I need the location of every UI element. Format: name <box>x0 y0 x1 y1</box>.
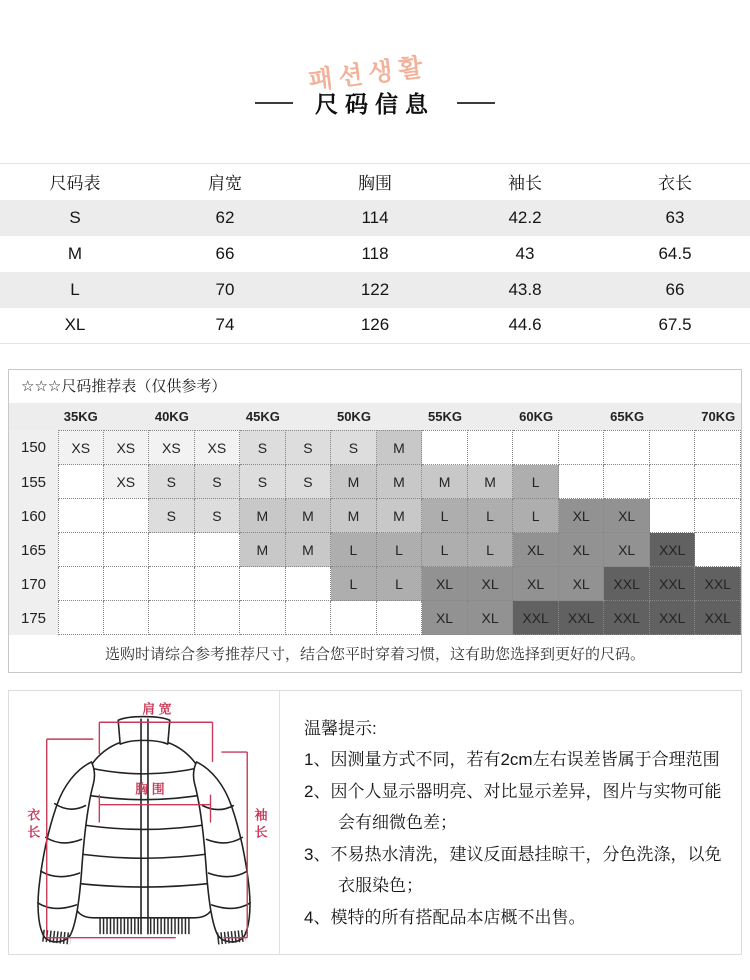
size-table-cell: L <box>70 279 80 299</box>
height-row-label: 150 <box>9 430 58 465</box>
recommend-size-cell: S <box>149 499 195 533</box>
size-table-cell: 67.5 <box>658 315 692 335</box>
size-table-column-header: 衣长 <box>658 174 692 194</box>
size-table-column-header: 胸围 <box>358 174 392 194</box>
recommend-size-cell: M <box>240 499 286 533</box>
recommend-size-cell: XL <box>604 499 650 533</box>
recommend-empty-cell <box>695 533 741 567</box>
recommend-empty-cell <box>377 601 423 635</box>
recommend-empty-cell <box>650 430 696 465</box>
recommend-size-cell: M <box>422 465 468 499</box>
title-row <box>0 86 750 119</box>
recommend-size-cell: M <box>377 499 423 533</box>
recommend-empty-cell <box>149 601 195 635</box>
height-row-label: 155 <box>9 465 58 499</box>
recommend-empty-cell <box>695 499 741 533</box>
recommend-size-cell: XL <box>468 567 514 601</box>
tips-heading: 温馨提示: <box>304 719 377 738</box>
size-table-cell: 122 <box>360 279 390 299</box>
recommend-size-cell: M <box>286 499 332 533</box>
size-table-row <box>0 308 750 344</box>
size-table-cell: S <box>69 207 81 227</box>
size-table-cell: 43.8 <box>508 279 542 299</box>
recommend-empty-cell <box>513 430 559 465</box>
page-title: 尺码信息 <box>315 91 435 117</box>
recommend-size-cell: S <box>240 430 286 465</box>
recommend-size-cell: L <box>468 533 514 567</box>
recommend-empty-cell <box>650 465 696 499</box>
tips-item: 1、因测量方式不同，若有2cm左右误差皆属于合理范围 <box>304 750 720 770</box>
recommend-size-cell: XS <box>58 430 104 465</box>
size-table-row <box>0 272 750 308</box>
size-table-cell: 66 <box>215 243 235 263</box>
weight-header-spacer <box>650 403 696 430</box>
recommend-size-cell: S <box>286 430 332 465</box>
measurement-diagram-panel <box>9 691 280 954</box>
recommend-empty-cell <box>650 499 696 533</box>
weight-header-label: 35KG <box>58 403 104 430</box>
size-table-cell: 42.2 <box>508 207 542 227</box>
title-right-dash <box>457 102 495 104</box>
recommend-size-cell: M <box>331 499 377 533</box>
jacket-measurement-diagram <box>10 692 278 953</box>
recommend-empty-cell <box>240 567 286 601</box>
recommend-size-cell: XL <box>422 601 468 635</box>
recommend-size-cell: XS <box>149 430 195 465</box>
recommend-size-cell: L <box>422 499 468 533</box>
recommend-size-cell: XL <box>559 499 605 533</box>
weight-header-spacer <box>559 403 605 430</box>
shoulder-width-label: 肩 宽 <box>142 701 172 717</box>
tips-item: 2、因个人显示器明亮、对比显示差异，图片与实物可能会有细微色差； <box>304 781 722 833</box>
recommend-size-cell: S <box>195 499 241 533</box>
recommend-size-cell: XS <box>195 430 241 465</box>
size-table-cell: M <box>67 243 83 263</box>
recommend-empty-cell <box>149 533 195 567</box>
size-table-cell: 44.6 <box>508 315 542 335</box>
size-table-column-header: 肩宽 <box>208 174 242 194</box>
height-row-label: 170 <box>9 567 58 601</box>
recommend-size-cell: L <box>513 465 559 499</box>
size-table-cell: 114 <box>361 207 389 227</box>
recommend-empty-cell <box>58 499 104 533</box>
recommend-size-cell: M <box>331 465 377 499</box>
recommend-size-cell: XXL <box>695 567 741 601</box>
recommend-size-cell: XXL <box>604 601 650 635</box>
recommend-size-cell: XXL <box>604 567 650 601</box>
recommend-size-cell: XL <box>559 567 605 601</box>
size-table-cell: 62 <box>215 207 235 227</box>
recommend-size-cell: M <box>377 465 423 499</box>
recommend-size-cell: XL <box>468 601 514 635</box>
tips-item: 4、模特的所有搭配品本店概不出售。 <box>304 907 586 927</box>
recommend-empty-cell <box>195 533 241 567</box>
size-table-body <box>0 200 750 344</box>
size-table-cell: 66 <box>665 279 685 299</box>
size-table-header <box>0 164 750 200</box>
tips-panel <box>280 691 741 954</box>
recommend-size-cell: XL <box>604 533 650 567</box>
length-label-char1: 衣 <box>27 807 41 823</box>
recommend-empty-cell <box>58 567 104 601</box>
recommend-size-cell: XXL <box>513 601 559 635</box>
recommend-empty-cell <box>195 601 241 635</box>
recommend-empty-cell <box>104 533 150 567</box>
recommend-size-cell: L <box>422 533 468 567</box>
weight-header-spacer <box>195 403 241 430</box>
recommend-empty-cell <box>104 567 150 601</box>
recommend-size-cell: XS <box>104 430 150 465</box>
size-table-row <box>0 236 750 272</box>
recommend-size-cell: XS <box>104 465 150 499</box>
recommend-table-title: ☆☆☆尺码推荐表（仅供参考） <box>21 378 227 395</box>
size-table-cell: 74 <box>215 315 235 335</box>
weight-header-spacer <box>104 403 150 430</box>
recommend-grid <box>9 403 741 635</box>
size-table-row <box>0 200 750 236</box>
recommend-note: 选购时请综合参考推荐尺寸，结合您平时穿着习惯，这有助您选择到更好的尺码。 <box>104 646 645 663</box>
page-header <box>0 0 750 163</box>
recommend-size-cell: L <box>331 533 377 567</box>
recommend-empty-cell <box>104 601 150 635</box>
recommend-size-cell: L <box>331 567 377 601</box>
measure-tips-box <box>8 690 742 955</box>
weight-header-label: 65KG <box>604 403 650 430</box>
recommend-size-cell: XXL <box>650 567 696 601</box>
weight-header-label: 60KG <box>513 403 559 430</box>
recommend-size-cell: S <box>331 430 377 465</box>
weight-header-spacer <box>286 403 332 430</box>
size-table-cell: 63 <box>665 207 685 227</box>
title-left-dash <box>255 102 293 104</box>
recommend-size-cell: S <box>286 465 332 499</box>
size-table-cell: 70 <box>215 279 235 299</box>
recommend-size-cell: XL <box>559 533 605 567</box>
recommend-empty-cell <box>149 567 195 601</box>
height-row-label: 160 <box>9 499 58 533</box>
recommend-empty-cell <box>58 465 104 499</box>
recommend-empty-cell <box>286 601 332 635</box>
recommend-size-cell: XL <box>422 567 468 601</box>
sleeve-label-char1: 袖 <box>254 807 268 823</box>
recommend-size-cell: XXL <box>650 533 696 567</box>
recommend-size-cell: XL <box>513 533 559 567</box>
recommend-size-cell: XXL <box>695 601 741 635</box>
recommend-size-cell: M <box>286 533 332 567</box>
recommend-size-cell: L <box>468 499 514 533</box>
recommend-empty-cell <box>604 430 650 465</box>
recommend-size-cell: L <box>377 567 423 601</box>
tips-item: 3、不易热水清洗，建议反面悬挂晾干，分色洗涤，以免衣服染色； <box>304 844 722 896</box>
recommend-empty-cell <box>286 567 332 601</box>
height-row-label: 165 <box>9 533 58 567</box>
recommend-size-cell: XXL <box>559 601 605 635</box>
size-table <box>0 163 750 344</box>
recommend-size-cell: M <box>377 430 423 465</box>
weight-header-spacer <box>377 403 423 430</box>
weight-header-label: 50KG <box>331 403 377 430</box>
weight-header-label: 40KG <box>149 403 195 430</box>
recommend-empty-cell <box>695 465 741 499</box>
recommend-empty-cell <box>58 533 104 567</box>
size-table-cell: 64.5 <box>658 243 692 263</box>
weight-header-label: 70KG <box>695 403 741 430</box>
size-table-cell: 126 <box>360 315 390 335</box>
recommend-size-cell: L <box>377 533 423 567</box>
length-label-char2: 长 <box>27 824 41 840</box>
recommend-size-cell: L <box>513 499 559 533</box>
weight-header-corner <box>9 403 58 430</box>
recommend-empty-cell <box>468 430 514 465</box>
brand-watermark: 패션생활 <box>306 52 431 96</box>
jacket-outline <box>38 717 250 942</box>
size-table-cell: XL <box>64 315 86 335</box>
weight-header-label: 55KG <box>422 403 468 430</box>
weight-header-label: 45KG <box>240 403 286 430</box>
recommend-empty-cell <box>240 601 286 635</box>
tips-list <box>304 744 729 933</box>
weight-header-spacer <box>468 403 514 430</box>
recommend-size-cell: M <box>468 465 514 499</box>
sleeve-label-char2: 长 <box>254 824 268 840</box>
size-table-cell: 43 <box>515 243 535 263</box>
recommend-size-cell: XXL <box>650 601 696 635</box>
size-table-cell: 118 <box>361 243 389 263</box>
chest-label: 胸 围 <box>135 781 165 797</box>
recommend-empty-cell <box>58 601 104 635</box>
recommend-empty-cell <box>422 430 468 465</box>
recommend-table <box>8 369 742 673</box>
size-table-column-header: 袖长 <box>508 174 542 194</box>
recommend-empty-cell <box>331 601 377 635</box>
size-table-column-header: 尺码表 <box>49 174 101 194</box>
recommend-empty-cell <box>104 499 150 533</box>
recommend-empty-cell <box>695 430 741 465</box>
recommend-size-cell: S <box>195 465 241 499</box>
size-table-header-row <box>0 164 750 200</box>
recommend-size-cell: S <box>149 465 195 499</box>
recommend-size-cell: S <box>240 465 286 499</box>
recommend-empty-cell <box>604 465 650 499</box>
recommend-empty-cell <box>559 430 605 465</box>
recommend-empty-cell <box>559 465 605 499</box>
recommend-size-cell: XL <box>513 567 559 601</box>
recommend-size-cell: M <box>240 533 286 567</box>
recommend-empty-cell <box>195 567 241 601</box>
height-row-label: 175 <box>9 601 58 635</box>
